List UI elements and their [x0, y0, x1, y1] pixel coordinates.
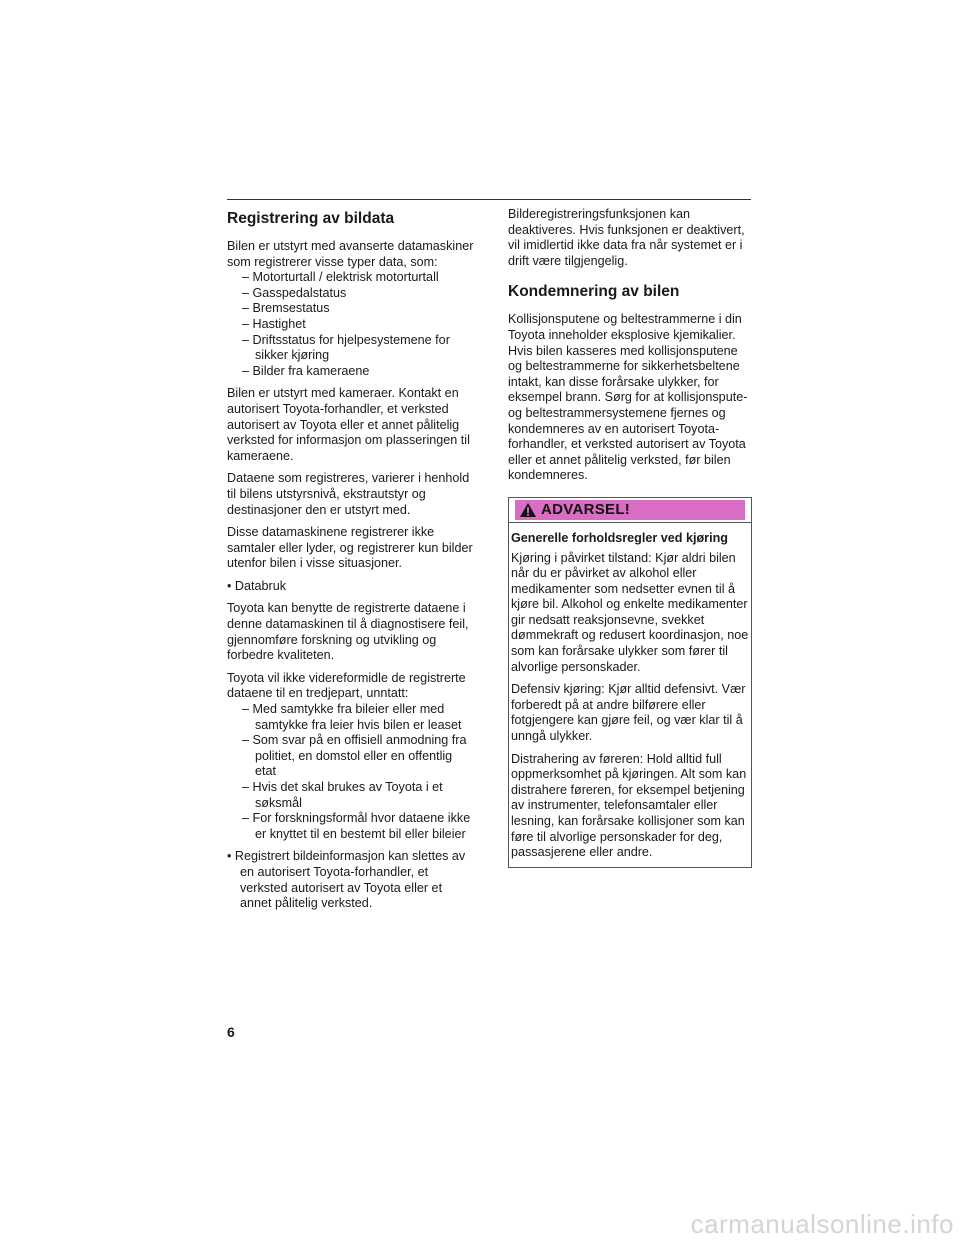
warning-body [509, 523, 751, 861]
right-column [508, 207, 752, 868]
list-item: – Bilder fra kameraene [242, 363, 370, 378]
top-rule [227, 199, 751, 200]
impaired-paragraph: Kjøring i påvirket tilstand: Kjør aldri bilen når du er påvirket av alkohol eller medikamenter som nedsetter evnen til å kjøre bil. Alkohol og enkelte medikamenter gir nedsatt reaksjonsevne, svekket dømmekraft og redusert koordinasjon, noe som kan forårsake ulykker som fører til alvorlige personskader. [511, 550, 749, 674]
exceptions-list [227, 702, 475, 842]
scrap-paragraph: Kollisjonsputene og beltestrammerne i din Toyota inneholder eksplosive kjemikalier. Hvis bilen kasseres med kollisjonsputene og beltestrammerne for sikkerhetsbeltene intakt, kan disse forårsake ulykker, for eksempel brann. Sørg for at kollisjonspute- og beltestrammersystemene fjernes og kondemneres av en autorisert Toyota-forhandler, et verksted autorisert av Toyota eller et annet pålitelig verksted, før bilen kondemneres. [508, 312, 748, 483]
watermark: carmanualsonline.info [690, 1209, 954, 1239]
data-types-list [227, 270, 475, 379]
warning-subheading: Generelle forholdsregler ved kjøring [511, 530, 728, 545]
list-item: – Gasspedalstatus [242, 285, 347, 300]
cameras-paragraph: Bilen er utstyrt med kameraer. Kontakt en autorisert Toyota-forhandler, et verksted autorisert av Toyota eller et annet pålitelig verksted for informasjon om plasseringen til kameraene. [227, 386, 470, 463]
list-item: – Hvis det skal brukes av Toyota i et søksmål [242, 780, 443, 810]
third-party-paragraph: Toyota vil ikke videreformidle de registrerte dataene til en tredjepart, unntatt: [227, 670, 466, 701]
bullet-delete-images: • Registrert bildeinformasjon kan slettes av en autorisert Toyota-forhandler, et verksted autorisert av Toyota eller et annet pålitelig verksted. [227, 849, 466, 911]
list-item: – Bremsestatus [242, 301, 330, 316]
left-column [227, 207, 475, 919]
list-item: – Motorturtall / elektrisk motorturtall [242, 270, 439, 285]
list-item: – Driftsstatus for hjelpesystemene for sikker kjøring [242, 332, 450, 363]
distraction-paragraph: Distrahering av føreren: Hold alltid full oppmerksomhet på kjøringen. Alt som kan distrahere føreren, for eksempel betjening av instrumenter, telefonsamtaler eller lesning, kan forårsake kollisjoner som kan føre til alvorlige personskader for deg, passasjerene eller andre. [511, 751, 747, 860]
usage-paragraph: Toyota kan benytte de registrerte dataene i denne datamaskinen til å diagnostisere feil, gjennomføre forskning og utvikling og forbedre kvaliteten. [227, 601, 469, 663]
list-item: – Med samtykke fra bileier eller med samtykke fra leier hvis bilen er leaset [242, 702, 462, 732]
page-number: 6 [227, 1024, 235, 1040]
warning-header [509, 498, 751, 523]
section-heading-scrapping: Kondemnering av bilen [508, 283, 680, 301]
section-heading-data-recording: Registrering av bildata [227, 210, 395, 227]
list-item: – Hastighet [242, 316, 306, 331]
bullet-data-usage: • Databruk [227, 578, 287, 593]
list-item: – Som svar på en offisiell anmodning fra politiet, en domstol eller en offentlig etat [242, 733, 467, 779]
defensive-paragraph: Defensiv kjøring: Kjør alltid defensivt. Vær forberedt på at andre bilførere eller fotgjengere kan gjøre feil, og vær klar til å unngå ulykker. [511, 682, 746, 744]
intro-paragraph: Bilen er utstyrt med avanserte datamaskiner som registrerer visse typer data, som: [227, 239, 474, 269]
deactivate-paragraph: Bilderegistreringsfunksjonen kan deaktiveres. Hvis funksjonen er deaktivert, vil imidlertid ikke data fra når systemet er i drift være tilgjengelig. [508, 207, 745, 268]
warning-band [515, 500, 745, 520]
warning-title: ADVARSEL! [541, 501, 631, 519]
list-item: – For forskningsformål hvor dataene ikke er knyttet til en bestemt bil eller bileier [242, 811, 471, 841]
no-audio-paragraph: Disse datamaskinene registrerer ikke samtaler eller lyder, og registrerer kun bilder utenfor bilen i visse situasjoner. [227, 525, 473, 571]
warning-triangle-icon [519, 502, 537, 518]
varies-paragraph: Dataene som registreres, varierer i henhold til bilens utstyrsnivå, ekstrautstyr og destinasjoner den er utstyrt med. [227, 471, 470, 517]
warning-box [508, 497, 752, 868]
